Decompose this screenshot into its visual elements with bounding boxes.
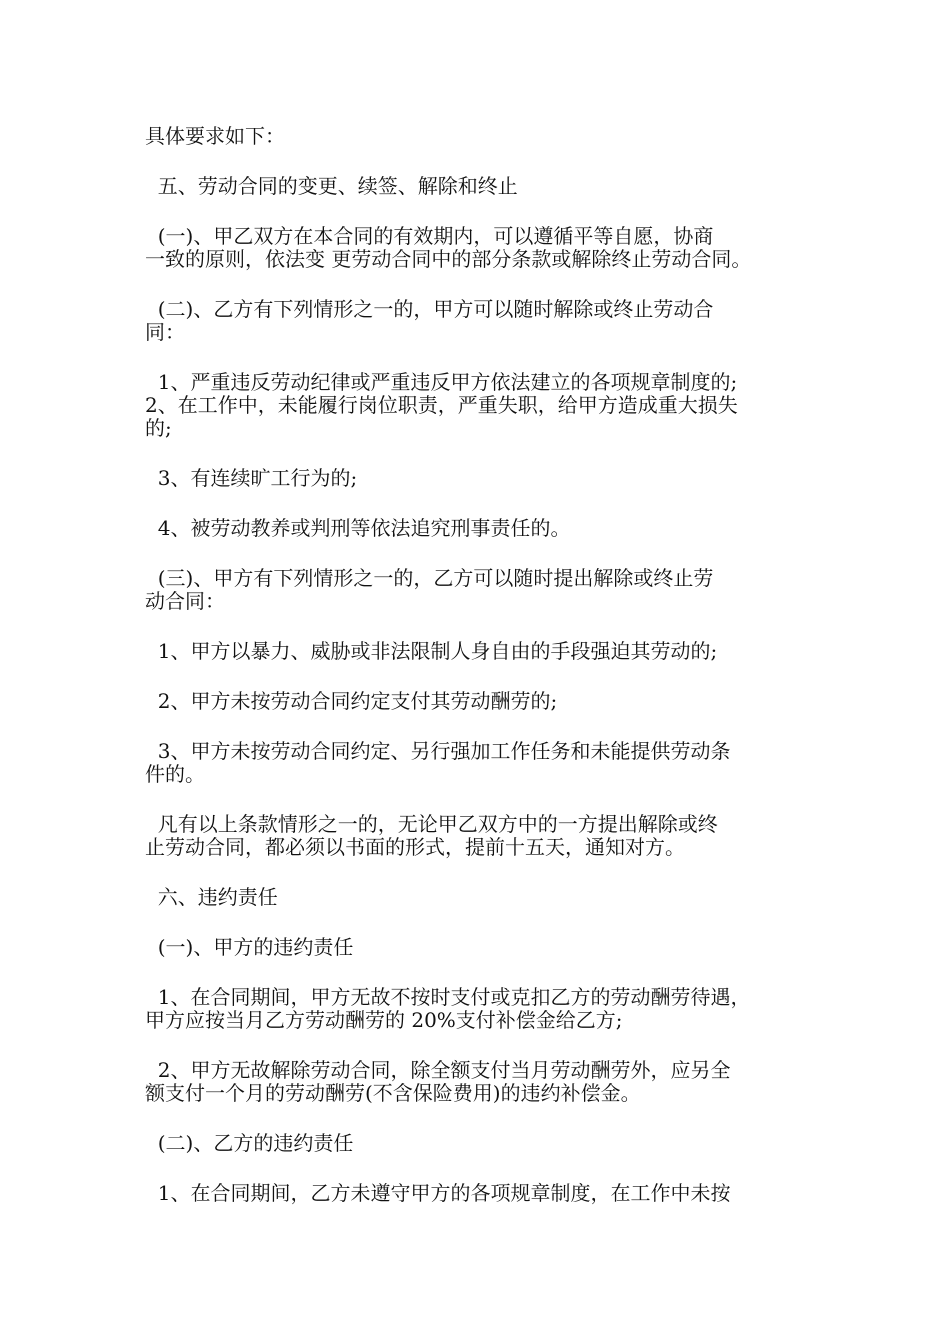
paragraph-line: 1、甲方以暴力、威胁或非法限制人身自由的手段强迫其劳动的; — [145, 639, 718, 663]
document-paragraph — [145, 640, 825, 663]
paragraph-line: 的; — [145, 416, 172, 440]
paragraph-line: 2、在工作中，未能履行岗位职责，严重失职，给甲方造成重大损失 — [145, 393, 738, 417]
paragraph-line: 3、有连续旷工行为的; — [145, 466, 358, 490]
document-paragraph — [145, 125, 825, 148]
document-paragraph — [145, 567, 825, 613]
paragraph-line: 五、劳动合同的变更、续签、解除和终止 — [145, 174, 518, 198]
document-paragraph — [145, 1059, 825, 1105]
document-paragraph — [145, 886, 825, 909]
document-paragraph — [145, 517, 825, 540]
paragraph-line: 止劳动合同，都必须以书面的形式，提前十五天，通知对方。 — [145, 835, 685, 859]
paragraph-line: 2、甲方无故解除劳动合同，除全额支付当月劳动酬劳外，应另全 — [145, 1058, 731, 1082]
paragraph-line: 1、在合同期间，乙方未遵守甲方的各项规章制度，在工作中未按 — [145, 1181, 731, 1205]
paragraph-line: (一)、甲方的违约责任 — [145, 935, 354, 959]
document-paragraph — [145, 175, 825, 198]
paragraph-line: (二)、乙方有下列情形之一的，甲方可以随时解除或终止劳动合 — [145, 297, 714, 321]
paragraph-line: 甲方应按当月乙方劳动酬劳的 20%支付补偿金给乙方; — [145, 1008, 623, 1032]
document-paragraph — [145, 298, 825, 344]
paragraph-line: 动合同： — [145, 589, 225, 613]
paragraph-line: 件的。 — [145, 762, 205, 786]
paragraph-line: 同： — [145, 320, 185, 344]
paragraph-line: 1、严重违反劳动纪律或严重违反甲方依法建立的各项规章制度的; — [145, 370, 738, 394]
document-paragraph — [145, 371, 825, 440]
document-paragraph — [145, 467, 825, 490]
paragraph-line: 一致的原则，依法变 更劳动合同中的部分条款或解除终止劳动合同。 — [145, 247, 752, 271]
paragraph-line: 2、甲方未按劳动合同约定支付其劳动酬劳的; — [145, 689, 558, 713]
document-paragraph — [145, 740, 825, 786]
paragraph-line: 六、违约责任 — [145, 885, 278, 909]
document-paragraph — [145, 225, 825, 271]
paragraph-line: (一)、甲乙双方在本合同的有效期内，可以遵循平等自愿，协商 — [145, 224, 714, 248]
paragraph-line: (二)、乙方的违约责任 — [145, 1131, 354, 1155]
document-paragraph — [145, 936, 825, 959]
document-body — [145, 125, 825, 1232]
paragraph-line: 具体要求如下： — [145, 124, 285, 148]
paragraph-line: 3、甲方未按劳动合同约定、另行强加工作任务和未能提供劳动条 — [145, 739, 731, 763]
document-paragraph — [145, 986, 825, 1032]
paragraph-line: 4、被劳动教养或判刑等依法追究刑事责任的。 — [145, 516, 571, 540]
paragraph-line: (三)、甲方有下列情形之一的，乙方可以随时提出解除或终止劳 — [145, 566, 714, 590]
paragraph-line: 1、在合同期间，甲方无故不按时支付或克扣乙方的劳动酬劳待遇， — [145, 985, 751, 1009]
document-paragraph — [145, 1182, 825, 1205]
document-paragraph — [145, 690, 825, 713]
paragraph-line: 凡有以上条款情形之一的，无论甲乙双方中的一方提出解除或终 — [145, 812, 718, 836]
document-paragraph — [145, 813, 825, 859]
document-paragraph — [145, 1132, 825, 1155]
paragraph-line: 额支付一个月的劳动酬劳(不含保险费用)的违约补偿金。 — [145, 1081, 641, 1105]
